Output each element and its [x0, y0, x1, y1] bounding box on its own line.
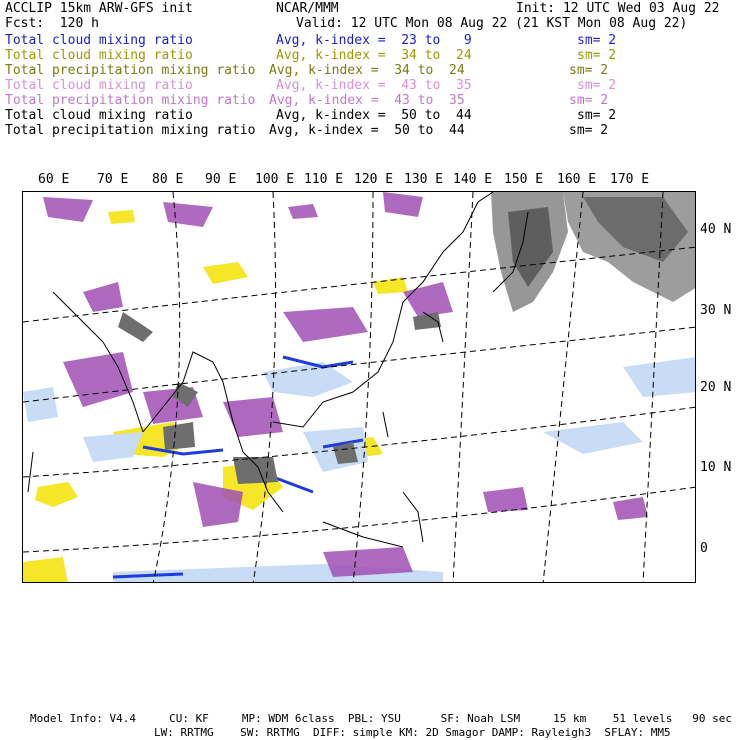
legend-field-name: Total cloud mixing ratio	[5, 108, 193, 123]
center-name: NCAR/MMM	[276, 1, 339, 16]
legend-smoothing: sm= 2	[569, 123, 609, 138]
legend-row	[0, 78, 740, 92]
forecast-hour: Fcst: 120 h	[5, 16, 99, 31]
lon-label: 100 E	[255, 172, 295, 187]
legend-smoothing: sm= 2	[577, 33, 617, 48]
lat-label: 40 N	[700, 222, 732, 237]
legend-row	[0, 93, 740, 107]
lat-label: 20 N	[700, 380, 732, 395]
legend-field-name: Total cloud mixing ratio	[5, 33, 193, 48]
legend-field-name: Total precipitation mixing ratio	[5, 123, 256, 138]
lon-label: 90 E	[205, 172, 237, 187]
map-panel	[22, 191, 696, 583]
legend-avg: Avg, k-index = 43 to 35	[269, 93, 465, 108]
lat-label: 30 N	[700, 303, 732, 318]
legend-smoothing: sm= 2	[577, 78, 617, 93]
cloud-gray-northeast	[491, 192, 696, 312]
lon-label: 150 E	[504, 172, 544, 187]
lon-label: 80 E	[152, 172, 184, 187]
model-info-line: Model Info: V4.4 CU: KF MP: WDM 6class PBL: YSU SF: Noah LSM 15 km 51 levels 90 sec	[30, 712, 732, 725]
legend-row	[0, 123, 740, 137]
lon-label: 170 E	[610, 172, 650, 187]
legend-avg: Avg, k-index = 23 to 9	[276, 33, 472, 48]
legend-avg: Avg, k-index = 43 to 35	[276, 78, 472, 93]
init-time: Init: 12 UTC Wed 03 Aug 22	[516, 1, 720, 16]
lon-label: 70 E	[97, 172, 129, 187]
legend-smoothing: sm= 2	[569, 63, 609, 78]
legend-row	[0, 108, 740, 122]
lat-label: 10 N	[700, 460, 732, 475]
valid-time: Valid: 12 UTC Mon 08 Aug 22 (21 KST Mon 08 Aug 22)	[296, 16, 688, 31]
legend-row	[0, 48, 740, 62]
legend-field-name: Total precipitation mixing ratio	[5, 93, 256, 108]
legend-row	[0, 33, 740, 47]
lat-label: 0	[700, 541, 708, 556]
legend-field-name: Total precipitation mixing ratio	[5, 63, 256, 78]
lon-label: 130 E	[404, 172, 444, 187]
legend-avg: Avg, k-index = 50 to 44	[269, 123, 465, 138]
legend-smoothing: sm= 2	[569, 93, 609, 108]
legend-field-name: Total cloud mixing ratio	[5, 78, 193, 93]
model-title: ACCLIP 15km ARW-GFS init	[5, 1, 193, 16]
legend-field-name: Total cloud mixing ratio	[5, 48, 193, 63]
legend-smoothing: sm= 2	[577, 48, 617, 63]
map-canvas	[23, 192, 696, 583]
lon-label: 60 E	[38, 172, 70, 187]
model-physics-line: LW: RRTMG SW: RRTMG DIFF: simple KM: 2D Smagor DAMP: Rayleigh3 SFLAY: MM5	[154, 726, 671, 739]
lon-label: 140 E	[453, 172, 493, 187]
legend-avg: Avg, k-index = 34 to 24	[269, 63, 465, 78]
legend-avg: Avg, k-index = 34 to 24	[276, 48, 472, 63]
lon-label: 110 E	[304, 172, 344, 187]
legend-row	[0, 63, 740, 77]
legend-avg: Avg, k-index = 50 to 44	[276, 108, 472, 123]
legend-smoothing: sm= 2	[577, 108, 617, 123]
lon-label: 160 E	[557, 172, 597, 187]
lon-label: 120 E	[354, 172, 394, 187]
